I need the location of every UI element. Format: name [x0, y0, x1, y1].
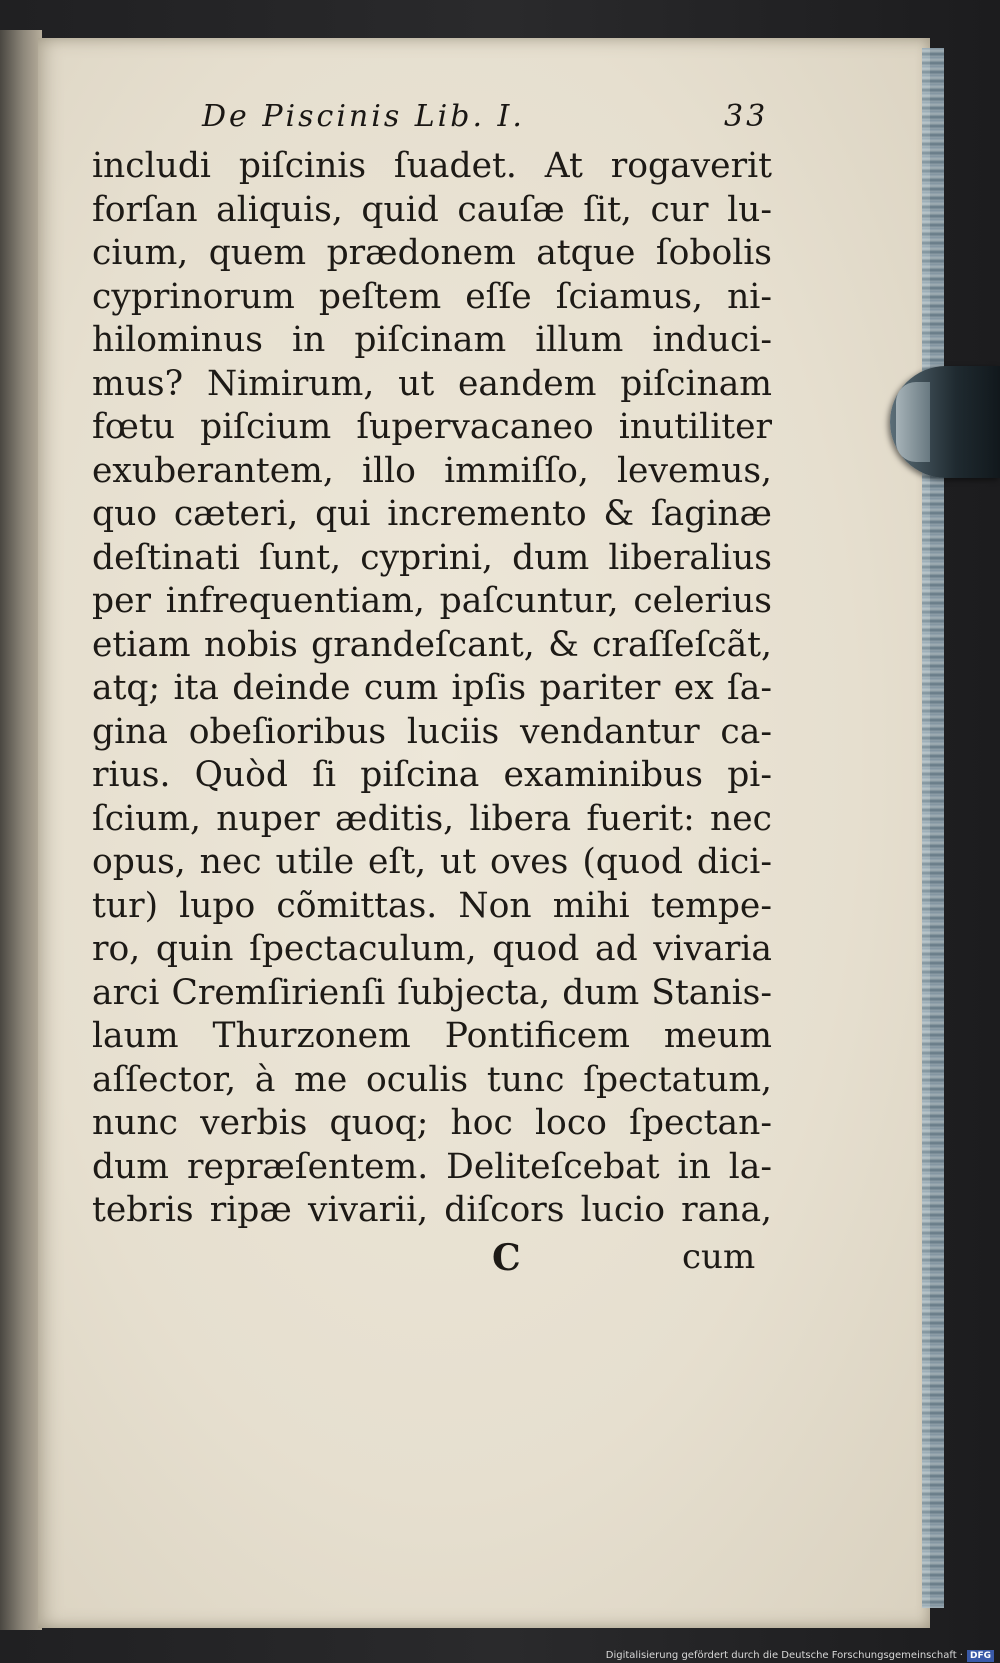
text-line: deſtinati ſunt, cyprini, dum liberalius	[92, 537, 772, 578]
text-line: tur) lupo cõmittas. Non mihi tempe-	[92, 885, 772, 926]
text-line: opus, nec utile eſt, ut oves (quod dici-	[92, 842, 772, 882]
text-line: gina obeſioribus luciis vendantur ca-	[92, 711, 772, 752]
text-line: laum Thurzonem Pontificem meum	[92, 1016, 772, 1056]
text-line: ro, quin ſpectaculum, quod ad vivaria	[92, 929, 772, 969]
page-text	[92, 93, 772, 1287]
text-line: aſſector, à me oculis tunc ſpectatum,	[92, 1059, 772, 1100]
text-line: atq; ita deinde cum ipſis pariter ex ſa-	[92, 668, 772, 708]
text-line: mus? Nimirum, ut eandem piſcinam	[92, 363, 772, 404]
text-line: forſan aliquis, quid cauſæ ſit, cur lu-	[92, 189, 772, 230]
text-line: dum repræſentem. Deliteſcebat in la-	[92, 1146, 772, 1187]
body-text	[92, 145, 772, 1233]
text-line: includi piſcinis ſuadet. At rogaverit	[92, 146, 772, 186]
text-line: ſcium, nuper æditis, libera fuerit: nec	[92, 798, 772, 839]
page-clip	[890, 366, 1000, 478]
text-line: etiam nobis grandeſcant, & craſſeſcãt,	[92, 624, 772, 665]
text-line: per infrequentiam, paſcuntur, celerius	[92, 581, 772, 621]
text-line: nunc verbis quoq; hoc loco ſpectan-	[92, 1103, 772, 1143]
catchline	[92, 1237, 772, 1287]
text-line: fœtu piſcium ſupervacaneo inutiliter	[92, 407, 772, 447]
facing-page-edge	[0, 30, 42, 1630]
text-line: rius. Quòd ſi piſcina examinibus pi-	[92, 755, 772, 795]
page-fore-edge	[922, 48, 944, 1608]
text-line: quo cæteri, qui incremento & ſaginæ	[92, 494, 772, 534]
text-line: tebris ripæ vivarii, diſcors lucio rana,	[92, 1190, 772, 1230]
credit-text: Digitalisierung gefördert durch die Deutsche Forschungsgemeinschaft ·	[605, 1650, 963, 1661]
text-line: exuberantem, illo immiſſo, levemus,	[92, 450, 772, 491]
running-head	[92, 93, 772, 145]
page-number: 33	[724, 99, 769, 134]
text-line: cium, quem prædonem atque ſobolis	[92, 233, 772, 273]
text-line: hilominus in piſcinam illum induci-	[92, 320, 772, 360]
catchword: cum	[682, 1236, 756, 1277]
signature-mark: C	[492, 1236, 521, 1279]
digitization-credit	[606, 1648, 994, 1663]
dfg-logo: DFG	[967, 1650, 994, 1662]
text-line: arci Cremſirienſi ſubjecta, dum Stanis-	[92, 972, 772, 1013]
text-line: cyprinorum peſtem eſſe ſciamus, ni-	[92, 276, 772, 317]
running-title: De Piscinis Lib. I.	[202, 99, 525, 134]
